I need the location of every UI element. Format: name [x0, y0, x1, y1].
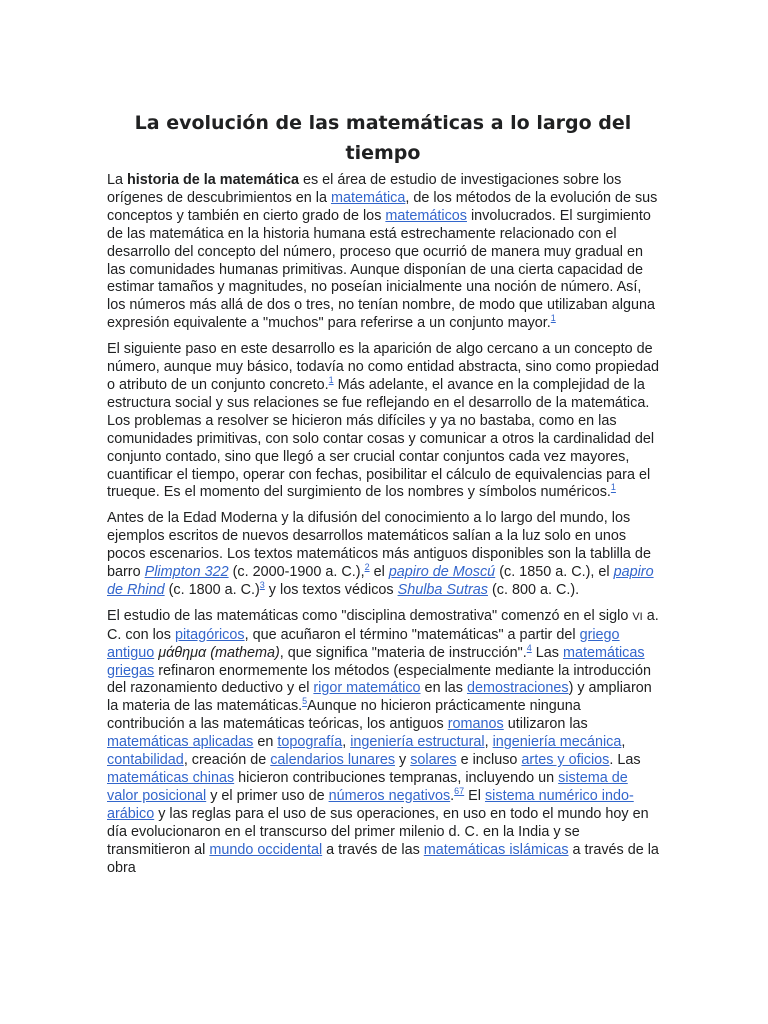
document-title: La evolución de las matemáticas a lo largo del tiempo [134, 112, 632, 164]
text: el [369, 564, 389, 581]
link-papiro-de-moscu[interactable]: papiro de Moscú [388, 564, 496, 581]
text: , [621, 734, 626, 751]
link-matematicas-aplicadas[interactable]: matemáticas aplicadas [107, 734, 254, 751]
link-mundo-occidental[interactable]: mundo occidental [209, 841, 323, 858]
link-demostraciones[interactable]: demostraciones [466, 680, 569, 697]
text: (c. 2000-1900 a. C.), [228, 564, 365, 581]
citation-link[interactable]: 1 [328, 375, 334, 386]
text: y el primer uso de [206, 787, 329, 804]
link-rigor-matematico[interactable]: rigor matemático [313, 680, 421, 697]
text: . [450, 787, 455, 804]
text: en [253, 734, 278, 751]
citation-link[interactable]: 67 [454, 786, 465, 797]
text: en las [420, 680, 467, 697]
paragraph-4 [107, 608, 659, 878]
link-shulba-sutras[interactable]: Shulba Sutras [397, 581, 488, 598]
text: y los textos védicos [264, 581, 398, 598]
link-matematicas-griegas[interactable]: matemáticas griegas [107, 644, 645, 679]
roman-numeral: VI [632, 610, 643, 623]
citation-1 [551, 313, 556, 323]
text: e incluso [456, 752, 522, 769]
text: Aunque no hicieron prácticamente ninguna contribución a las matemáticas teóricas, los antiguos [107, 698, 581, 733]
paragraph-2 [107, 341, 659, 502]
text: y las reglas para el uso de sus operaciones, en uso en todo el mundo hoy en día evolucionaron en el transcurso del primer milenio d. C. en la India y se transmitieron al [107, 805, 649, 858]
link-artes-y-oficios[interactable]: artes y oficios [521, 752, 610, 769]
text: es el área de estudio de investigaciones sobre los orígenes de descubrimientos en la [107, 172, 622, 206]
text: a través de las [322, 841, 424, 858]
text: Antes de la Edad Moderna y la difusión del conocimiento a lo largo del mundo, los ejemplos escritos de nuevos desarrollos matemáticos salían a la luz solo en unos pocos escenarios. Los textos matemáticos más antiguos disponibles son la tablilla de barro [107, 510, 651, 581]
link-papiro-de-rhind[interactable]: papiro de Rhind [107, 564, 654, 598]
text: Más adelante, el avance en la complejidad de la estructura social y sus relaciones se fue reflejando en el desarrollo de la matemática. Los problemas a resolver se hicieron más difíciles y ya no bastaba, como en las comunidades primitivas, con solo contar cosas y comunicar a otros la cardinalidad del conjunto contado, sino que llegó a ser crucial contar conjuntos cada vez mayores, cuantificar el tiempo, operar con fechas, posibilitar el cálculo de equivalencias para el trueque. Es el momento del surgimiento de los nombres y símbolos numéricos. [107, 376, 655, 501]
citation-link[interactable]: 4 [526, 642, 532, 653]
link-ingenieria-mecanica[interactable]: ingeniería mecánica [492, 734, 622, 751]
link-matematicos[interactable]: matemáticos [385, 207, 467, 224]
paragraph-3 [107, 510, 659, 600]
link-matematicas-islamicas[interactable]: matemáticas islámicas [423, 841, 569, 858]
text: El siguiente paso en este desarrollo es la aparición de algo cercano a un concepto de número, aunque muy básico, todavía no como entidad abstracta, sino como propiedad o atributo de un conjunto concreto. [107, 341, 659, 393]
citation-link[interactable]: 5 [302, 696, 308, 707]
text: ) y ampliaron la materia de las matemáticas. [107, 680, 652, 715]
text: El [464, 787, 485, 804]
citation-link[interactable]: 1 [610, 482, 616, 493]
citation-6-7 [454, 786, 464, 796]
link-contabilidad[interactable]: contabilidad [107, 752, 184, 769]
text: , [342, 734, 351, 751]
link-numeros-negativos[interactable]: números negativos [328, 787, 451, 804]
citation-link[interactable]: 2 [364, 562, 370, 573]
text: , de los métodos de la evolución de sus conceptos y también en cierto grado de los [107, 189, 658, 224]
text: , [484, 734, 493, 751]
text: , creación de [183, 752, 271, 769]
text: (c. 1800 a. C.) [164, 581, 260, 598]
text: utilizaron las [503, 716, 588, 733]
document-page [107, 108, 659, 885]
link-topografia[interactable]: topografía [277, 734, 343, 751]
link-romanos[interactable]: romanos [447, 716, 504, 733]
link-sistema-numerico-indo-arabico[interactable]: sistema numérico indo-arábico [107, 787, 634, 822]
paragraph-1 [107, 172, 659, 333]
text: hicieron contribuciones tempranas, incluyendo un [234, 770, 559, 786]
link-sistema-de-valor-posicional[interactable]: sistema de valor posicional [107, 770, 628, 804]
text: (c. 1850 a. C.), el [495, 564, 614, 581]
text: involucrados. El surgimiento de las matemática en la historia humana está estrechamente relacionado con el desarrollo del concepto del número, proceso que ocurrió de manera muy gradual en las comunidades humanas primitivas. Aunque disponían de una cierta capacidad de estimar tamaños y magnitudes, no poseían inicialmente una noción de número. Así, los números más allá de dos o tres, no tenían nombre, de modo que utilizaban alguna expresión equivalente a "muchos" para referirse a un conjunto mayor. [107, 207, 655, 332]
link-griego-antiguo[interactable]: griego antiguo [107, 626, 620, 661]
text: refinaron enormemente los métodos (especialmente mediante la introducción del razonamiento deductivo y el [107, 662, 651, 697]
citation-1 [611, 483, 616, 493]
link-calendarios-lunares[interactable]: calendarios lunares [270, 752, 396, 769]
citation-link[interactable]: 3 [259, 580, 265, 591]
link-matematica[interactable]: matemática [331, 189, 406, 206]
link-pitagoricos[interactable]: pitagóricos [174, 626, 245, 643]
text: , que significa "materia de instrucción". [279, 644, 527, 661]
link-solares[interactable]: solares [410, 752, 457, 769]
text: La [107, 172, 128, 188]
text: El estudio de las matemáticas como "disciplina demostrativa" comenzó en el siglo [107, 607, 633, 624]
greek-term: μάθημα (mathema) [158, 644, 280, 661]
text: . Las [609, 752, 641, 769]
text: a. C. con los [107, 607, 659, 643]
link-ingenieria-estructural[interactable]: ingeniería estructural [350, 734, 485, 751]
link-matematicas-chinas[interactable]: matemáticas chinas [107, 770, 235, 786]
bold-term: historia de la matemática [127, 172, 299, 188]
text: Las [531, 644, 563, 661]
text: , que acuñaron el término "matemáticas" a partir del [244, 626, 580, 643]
text: a través de la obra [107, 841, 659, 876]
text: y [395, 752, 411, 769]
citation-link[interactable]: 1 [550, 313, 556, 324]
text: (c. 800 a. C.). [488, 581, 580, 598]
link-plimpton-322[interactable]: Plimpton 322 [144, 564, 229, 581]
